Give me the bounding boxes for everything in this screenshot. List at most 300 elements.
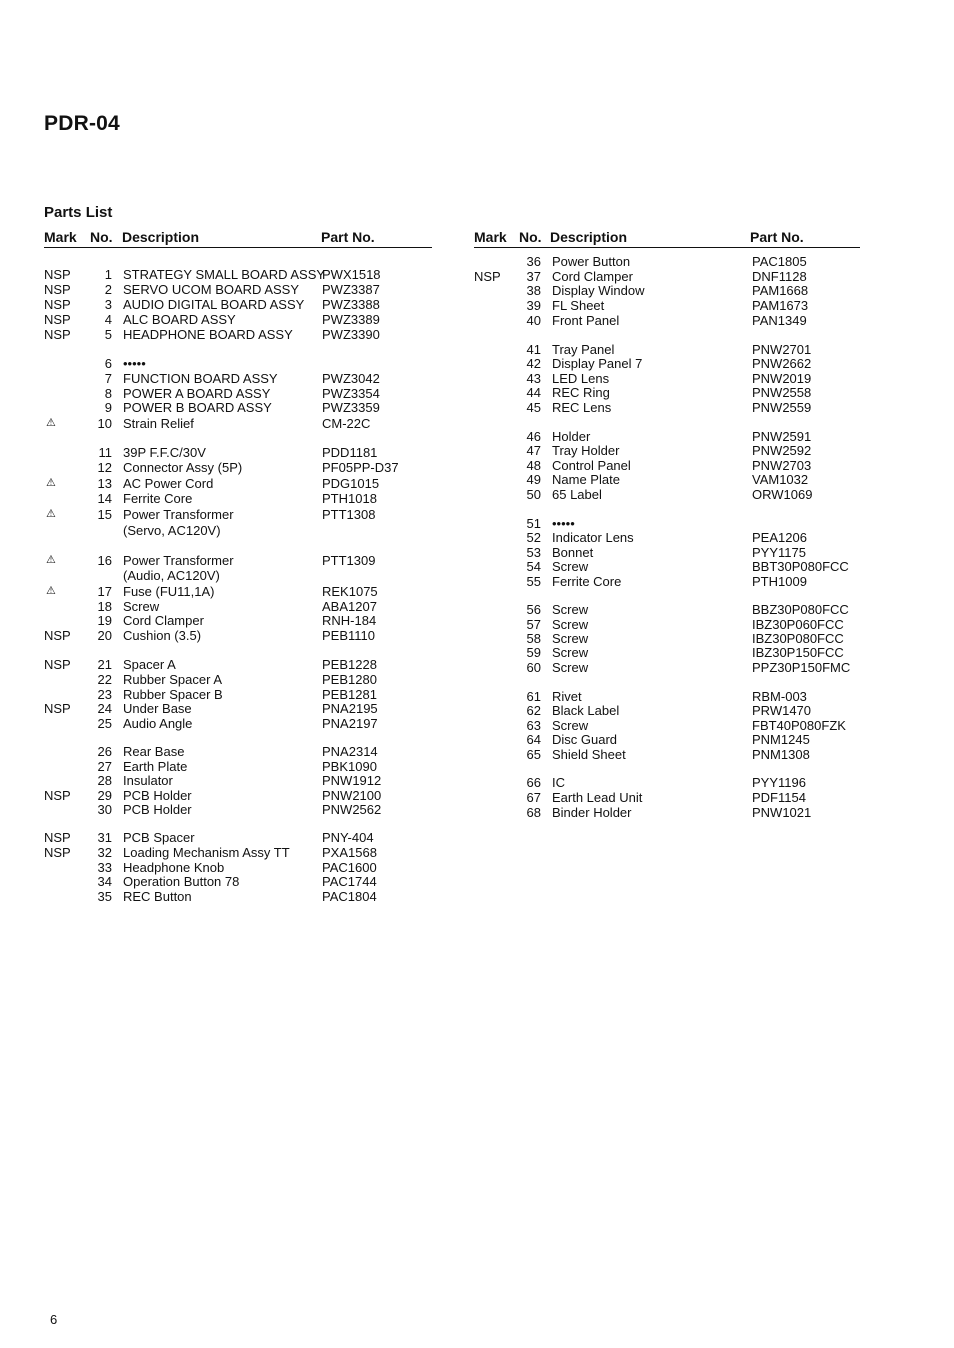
row-description: Operation Button 78 — [123, 874, 240, 889]
row-number: 14 — [97, 491, 112, 506]
row-description: Screw — [552, 645, 589, 660]
table-row — [44, 802, 432, 817]
row-part-number: PRW1470 — [752, 703, 812, 718]
row-number: 68 — [526, 805, 541, 820]
table-header — [44, 228, 432, 248]
row-part-number: PTT1309 — [322, 553, 376, 568]
row-part-number: PPZ30P150FMC — [752, 660, 851, 675]
row-part-number: IBZ30P150FCC — [752, 645, 844, 660]
row-part-number: PEB1280 — [322, 672, 377, 687]
row-number: 21 — [97, 657, 112, 672]
row-description: Power Transformer — [123, 507, 234, 522]
table-row — [44, 356, 432, 371]
row-part-number: PEB1228 — [322, 657, 377, 672]
row-mark: NSP — [44, 845, 71, 860]
row-number: 18 — [97, 599, 112, 614]
header-mark: Mark — [474, 229, 507, 245]
row-number: 40 — [526, 313, 541, 328]
header-description: Description — [550, 229, 628, 245]
row-number: 60 — [526, 660, 541, 675]
row-part-number: PTH1009 — [752, 574, 807, 589]
row-part-number: PNW2559 — [752, 400, 812, 415]
row-description: Under Base — [123, 701, 192, 716]
row-mark: NSP — [44, 312, 71, 327]
row-description: HEADPHONE BOARD ASSY — [123, 327, 293, 342]
row-description: PCB Spacer — [123, 830, 195, 845]
table-row — [474, 732, 860, 747]
row-part-number: PNW2558 — [752, 385, 812, 400]
row-number: 22 — [97, 672, 112, 687]
table-row — [44, 672, 432, 687]
row-number: 45 — [526, 400, 541, 415]
table-row — [474, 516, 860, 531]
row-description: Power Transformer — [123, 553, 234, 568]
row-number: 25 — [97, 716, 112, 731]
row-description: Indicator Lens — [552, 530, 634, 545]
row-description: Cord Clamper — [552, 269, 633, 284]
row-part-number: PAN1349 — [752, 313, 807, 328]
table-row — [44, 400, 432, 415]
row-number: 47 — [526, 443, 541, 458]
table-row — [474, 342, 860, 357]
row-description: REC Button — [123, 889, 192, 904]
row-description: Cushion (3.5) — [123, 628, 202, 643]
row-number: 9 — [104, 400, 112, 415]
row-part-number: PWZ3042 — [322, 371, 380, 386]
row-part-number: RNH-184 — [322, 613, 377, 628]
row-description: PCB Holder — [123, 788, 192, 803]
row-part-number: PNY-404 — [322, 830, 374, 845]
row-description: Earth Plate — [123, 759, 188, 774]
row-description: Rubber Spacer A — [123, 672, 223, 687]
row-number: 26 — [97, 744, 112, 759]
parts-table-right — [474, 228, 860, 820]
safety-warning-icon: ⚠ — [46, 508, 56, 520]
row-description: Screw — [552, 617, 589, 632]
row-description: POWER A BOARD ASSY — [123, 386, 271, 401]
table-row — [474, 443, 860, 458]
row-description: Screw — [123, 599, 160, 614]
table-row — [44, 476, 432, 491]
row-description: Loading Mechanism Assy TT — [123, 845, 290, 860]
row-number: 59 — [526, 645, 541, 660]
row-number: 16 — [97, 553, 112, 568]
row-number: 37 — [526, 269, 541, 284]
row-number: 44 — [526, 385, 541, 400]
row-number: 41 — [526, 342, 541, 357]
row-description: LED Lens — [552, 371, 610, 386]
row-number: 46 — [526, 429, 541, 444]
table-row — [44, 687, 432, 702]
row-part-number: PNW2591 — [752, 429, 812, 444]
row-description: 65 Label — [552, 487, 602, 502]
row-mark: NSP — [44, 788, 71, 803]
row-number: 17 — [97, 584, 112, 599]
row-number: 20 — [97, 628, 112, 643]
row-number: 48 — [526, 458, 541, 473]
row-description: Strain Relief — [123, 416, 194, 431]
row-description: (Servo, AC120V) — [123, 523, 221, 538]
row-number: 65 — [526, 747, 541, 762]
row-part-number: IBZ30P060FCC — [752, 617, 844, 632]
row-number: 57 — [526, 617, 541, 632]
row-part-number: PBK1090 — [322, 759, 377, 774]
row-part-number: PEB1281 — [322, 687, 377, 702]
row-description: SERVO UCOM BOARD ASSY — [123, 282, 300, 297]
row-mark: NSP — [44, 282, 71, 297]
row-description: AUDIO DIGITAL BOARD ASSY — [123, 297, 305, 312]
row-number: 3 — [104, 297, 112, 312]
table-row — [474, 559, 860, 574]
row-number: 27 — [97, 759, 112, 774]
safety-warning-icon: ⚠ — [46, 554, 56, 566]
table-row — [44, 327, 432, 342]
table-row — [44, 523, 432, 538]
row-description: Ferrite Core — [552, 574, 622, 589]
table-row — [474, 472, 860, 487]
row-description: REC Lens — [552, 400, 612, 415]
table-row — [474, 617, 860, 632]
table-row — [44, 386, 432, 401]
row-mark: NSP — [44, 267, 71, 282]
row-number: 24 — [97, 701, 112, 716]
safety-warning-icon: ⚠ — [46, 477, 56, 489]
header-no: No. — [519, 229, 542, 245]
table-row — [474, 703, 860, 718]
table-row — [44, 788, 432, 803]
row-description: Bonnet — [552, 545, 594, 560]
row-mark: NSP — [44, 297, 71, 312]
page-number: 6 — [50, 1312, 58, 1327]
header-part-no: Part No. — [750, 229, 804, 245]
row-number: 31 — [97, 830, 112, 845]
table-row — [44, 759, 432, 774]
row-description: Screw — [552, 718, 589, 733]
row-part-number: PDD1181 — [322, 445, 378, 460]
table-row — [474, 429, 860, 444]
table-header — [474, 228, 860, 248]
row-description: Control Panel — [552, 458, 631, 473]
row-description: Rear Base — [123, 744, 185, 759]
table-row — [44, 282, 432, 297]
row-number: 8 — [104, 386, 112, 401]
table-row — [44, 613, 432, 628]
table-row — [474, 645, 860, 660]
row-part-number: PNA2197 — [322, 716, 378, 731]
row-number: 13 — [97, 476, 112, 491]
table-row — [44, 628, 432, 643]
row-part-number: PWZ3387 — [322, 282, 380, 297]
row-number: 67 — [526, 790, 541, 805]
table-row — [474, 775, 860, 790]
row-description: Tray Holder — [552, 443, 620, 458]
row-part-number: PDF1154 — [752, 790, 806, 805]
row-part-number: IBZ30P080FCC — [752, 631, 844, 646]
row-number: 53 — [526, 545, 541, 560]
parts-table-left — [44, 228, 432, 904]
row-mark: NSP — [44, 830, 71, 845]
row-description: FUNCTION BOARD ASSY — [123, 371, 278, 386]
table-row — [44, 773, 432, 788]
row-number: 52 — [526, 530, 541, 545]
header-part-no: Part No. — [321, 229, 375, 245]
row-number: 63 — [526, 718, 541, 733]
row-description: ••••• — [552, 516, 575, 531]
row-number: 11 — [98, 445, 112, 460]
row-part-number: PNW2703 — [752, 458, 812, 473]
row-number: 54 — [526, 559, 541, 574]
table-row — [44, 460, 432, 475]
header-no: No. — [90, 229, 113, 245]
row-description: STRATEGY SMALL BOARD ASSY — [123, 267, 326, 282]
row-number: 66 — [526, 775, 541, 790]
row-part-number: PAC1600 — [322, 860, 377, 875]
row-number: 28 — [97, 773, 112, 788]
table-row — [474, 574, 860, 589]
table-row — [474, 487, 860, 502]
row-number: 34 — [97, 874, 112, 889]
row-description: Rubber Spacer B — [123, 687, 223, 702]
row-part-number: PNW2100 — [322, 788, 382, 803]
row-description: Screw — [552, 602, 589, 617]
table-row — [474, 689, 860, 704]
row-part-number: PAM1668 — [752, 283, 809, 298]
row-part-number: PWX1518 — [322, 267, 381, 282]
model-title: PDR-04 — [44, 112, 120, 135]
row-part-number: PDG1015 — [322, 476, 380, 491]
row-description: Display Window — [552, 283, 645, 298]
table-row — [474, 790, 860, 805]
table-row — [474, 385, 860, 400]
table-row — [474, 747, 860, 762]
row-number: 6 — [104, 356, 112, 371]
row-part-number: BBT30P080FCC — [752, 559, 849, 574]
row-number: 29 — [97, 788, 112, 803]
row-description: FL Sheet — [552, 298, 605, 313]
header-mark: Mark — [44, 229, 77, 245]
row-description: Tray Panel — [552, 342, 615, 357]
row-number: 55 — [526, 574, 541, 589]
row-part-number: VAM1032 — [752, 472, 809, 487]
row-part-number: FBT40P080FZK — [752, 718, 846, 733]
row-description: Earth Lead Unit — [552, 790, 643, 805]
table-row — [44, 507, 432, 522]
row-description: Black Label — [552, 703, 620, 718]
table-row — [44, 874, 432, 889]
row-part-number: PNW1021 — [752, 805, 812, 820]
row-description: Disc Guard — [552, 732, 618, 747]
row-description: IC — [552, 775, 565, 790]
row-part-number: PNW2662 — [752, 356, 812, 371]
row-description: REC Ring — [552, 385, 610, 400]
row-number: 1 — [104, 267, 112, 282]
row-part-number: PWZ3389 — [322, 312, 380, 327]
row-number: 10 — [97, 416, 112, 431]
row-number: 12 — [97, 460, 112, 475]
row-mark: NSP — [44, 701, 71, 716]
row-part-number: PAC1744 — [322, 874, 377, 889]
row-number: 7 — [104, 371, 112, 386]
row-mark: NSP — [44, 327, 71, 342]
row-part-number: BBZ30P080FCC — [752, 602, 849, 617]
row-number: 15 — [97, 507, 112, 522]
table-row — [44, 889, 432, 904]
table-row — [44, 845, 432, 860]
row-part-number: PEB1110 — [322, 628, 376, 643]
row-number: 23 — [97, 687, 112, 702]
row-part-number: PWZ3359 — [322, 400, 380, 415]
row-part-number: PNA2195 — [322, 701, 378, 716]
safety-warning-icon: ⚠ — [46, 585, 56, 597]
row-number: 38 — [526, 283, 541, 298]
row-part-number: PWZ3390 — [322, 327, 380, 342]
row-description: Spacer A — [123, 657, 176, 672]
row-part-number: PTH1018 — [322, 491, 377, 506]
table-row — [44, 491, 432, 506]
table-row — [474, 805, 860, 820]
row-part-number: PWZ3354 — [322, 386, 380, 401]
row-description: ALC BOARD ASSY — [123, 312, 236, 327]
table-row — [474, 545, 860, 560]
table-row — [44, 267, 432, 282]
row-description: Headphone Knob — [123, 860, 225, 875]
row-part-number: PNW2592 — [752, 443, 812, 458]
table-row — [44, 568, 432, 583]
table-row — [474, 269, 860, 284]
row-number: 2 — [104, 282, 112, 297]
row-description: Screw — [552, 631, 589, 646]
row-part-number: PNM1308 — [752, 747, 810, 762]
row-number: 42 — [526, 356, 541, 371]
table-row — [44, 716, 432, 731]
table-row — [474, 400, 860, 415]
row-number: 4 — [104, 312, 112, 327]
table-row — [44, 701, 432, 716]
row-description: Cord Clamper — [123, 613, 204, 628]
table-row — [474, 530, 860, 545]
table-row — [474, 254, 860, 269]
row-description: Binder Holder — [552, 805, 632, 820]
row-part-number: PYY1175 — [752, 545, 806, 560]
row-description: PCB Holder — [123, 802, 192, 817]
row-part-number: REK1075 — [322, 584, 378, 599]
row-description: Screw — [552, 559, 589, 574]
row-number: 35 — [97, 889, 112, 904]
table-row — [44, 312, 432, 327]
row-part-number: PF05PP-D37 — [322, 460, 399, 475]
row-description: Display Panel 7 — [552, 356, 643, 371]
table-row — [474, 660, 860, 675]
table-row — [474, 631, 860, 646]
row-description: Audio Angle — [123, 716, 193, 731]
row-number: 36 — [526, 254, 541, 269]
row-part-number: PXA1568 — [322, 845, 377, 860]
row-number: 50 — [526, 487, 541, 502]
table-row — [44, 830, 432, 845]
row-description: Fuse (FU11,1A) — [123, 584, 215, 599]
row-number: 5 — [104, 327, 112, 342]
table-row — [44, 416, 432, 431]
row-part-number: PAC1805 — [752, 254, 807, 269]
row-part-number: PNW2019 — [752, 371, 812, 386]
table-row — [474, 356, 860, 371]
row-part-number: PTT1308 — [322, 507, 376, 522]
row-number: 58 — [526, 631, 541, 646]
row-number: 43 — [526, 371, 541, 386]
row-number: 51 — [526, 516, 541, 531]
row-description: Connector Assy (5P) — [123, 460, 243, 475]
safety-warning-icon: ⚠ — [46, 417, 56, 429]
row-part-number: PAC1804 — [322, 889, 377, 904]
row-description: Power Button — [552, 254, 631, 269]
row-part-number: PNM1245 — [752, 732, 810, 747]
table-row — [44, 860, 432, 875]
row-part-number: PAM1673 — [752, 298, 809, 313]
row-part-number: RBM-003 — [752, 689, 807, 704]
row-description: (Audio, AC120V) — [123, 568, 220, 583]
table-row — [44, 371, 432, 386]
row-description: 39P F.F.C/30V — [123, 445, 206, 460]
table-row — [44, 744, 432, 759]
row-number: 32 — [97, 845, 112, 860]
table-row — [474, 371, 860, 386]
row-number: 61 — [526, 689, 541, 704]
row-part-number: ABA1207 — [322, 599, 377, 614]
table-row — [474, 458, 860, 473]
row-part-number: PNW1912 — [322, 773, 382, 788]
row-number: 19 — [97, 613, 112, 628]
row-number: 62 — [526, 703, 541, 718]
table-row — [44, 599, 432, 614]
row-number: 30 — [97, 802, 112, 817]
row-number: 49 — [526, 472, 541, 487]
table-row — [474, 298, 860, 313]
row-part-number: CM-22C — [322, 416, 371, 431]
row-description: Front Panel — [552, 313, 620, 328]
row-description: Screw — [552, 660, 589, 675]
row-part-number: ORW1069 — [752, 487, 813, 502]
table-row — [474, 718, 860, 733]
row-description: ••••• — [123, 356, 146, 371]
table-row — [44, 445, 432, 460]
row-number: 33 — [97, 860, 112, 875]
row-number: 39 — [526, 298, 541, 313]
row-mark: NSP — [474, 269, 501, 284]
row-description: POWER B BOARD ASSY — [123, 400, 272, 415]
row-description: Insulator — [123, 773, 173, 788]
row-number: 56 — [526, 602, 541, 617]
row-part-number: PWZ3388 — [322, 297, 380, 312]
row-mark: NSP — [44, 628, 71, 643]
section-title: Parts List — [44, 204, 113, 221]
row-part-number: PNW2562 — [322, 802, 382, 817]
row-description: Holder — [552, 429, 591, 444]
row-part-number: PYY1196 — [752, 775, 806, 790]
header-description: Description — [122, 229, 200, 245]
table-row — [44, 553, 432, 568]
table-row — [44, 584, 432, 599]
row-part-number: PNW2701 — [752, 342, 812, 357]
row-part-number: DNF1128 — [752, 269, 807, 284]
row-description: Rivet — [552, 689, 582, 704]
row-description: Name Plate — [552, 472, 620, 487]
table-row — [44, 657, 432, 672]
table-row — [474, 283, 860, 298]
table-row — [474, 313, 860, 328]
row-description: Ferrite Core — [123, 491, 193, 506]
row-mark: NSP — [44, 657, 71, 672]
row-part-number: PEA1206 — [752, 530, 807, 545]
